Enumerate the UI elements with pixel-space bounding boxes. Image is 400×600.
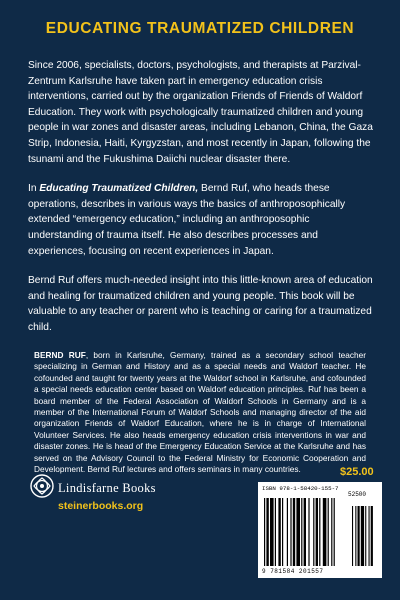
barcode-bar [323,498,327,566]
book-title: EDUCATING TRAUMATIZED CHILDREN [45,20,355,37]
barcode-bar [278,498,280,566]
blurb-paragraph-3: Bernd Ruf offers much-needed insight into this little-known area of education and healing for traumatized children and young people. This book will be valuable to any teacher or parent who is teaching or caring for a traumatized child. [28,275,373,333]
barcode-bar [296,498,300,566]
barcode-addon-bar [352,506,353,566]
barcode-bar [275,498,276,566]
book-title-italic: Educating Traumatized Children, [39,183,199,195]
barcode-bar [334,498,335,566]
author-bio [34,350,366,475]
author-bio-text: , born in Karlsruhe, Germany, trained as a secondary school teacher specializing in German and History and as a special needs and Waldorf teacher. He cofounded and taught for twenty years at the Waldorf school in Karlsruhe, and cofounded a special needs education center based on Waldorf education principles. Ruf has been a board member of the Federal Association of Waldorf Schools in Germany and is a member of the International Forum of Waldorf Schools and managing director of the aid organization Friends of Waldorf Education, where he is in charge of International Volunteer Services. He also heads emergency education crisis interventions in war and disaster zones. He is head of the Emergency Education Service at the Karlsruhe and has served on the Advisory Council to the Federal Ministry for Economic Cooperation and Development. Bernd Ruf lectures and offers seminars in many countries. [34,350,366,475]
blurb-paragraph-2-intro: In [28,183,40,195]
barcode-addon-bar [361,506,364,566]
barcode-bar [308,498,309,566]
price-label: $25.00 [340,466,374,478]
lindisfarne-knot-icon [28,472,56,500]
barcode-addon-bar [369,506,370,566]
barcode-bar [328,498,329,566]
barcode-bars [262,498,378,568]
barcode-bar [290,498,291,566]
isbn-barcode [258,482,382,578]
publisher-website: steinerbooks.org [58,500,144,512]
description-blurb [28,58,374,350]
author-name: BERND RUF [34,350,86,360]
barcode-addon-bar [355,506,356,566]
isbn-text: ISBN 978-1-58420-155-7 [262,485,339,492]
barcode-bar [331,498,332,566]
barcode-bar [319,498,320,566]
barcode-bar [293,498,295,566]
barcode-bar [301,498,302,566]
blurb-paragraph-2 [28,181,374,259]
barcode-bar [287,498,288,566]
barcode-bar [304,498,306,566]
barcode-bar [266,498,268,566]
barcode-bar [313,498,314,566]
barcode-addon-bar [358,506,360,566]
barcode-digits: 9 781584 201557 [262,568,324,575]
barcode-bar [264,498,265,566]
blurb-paragraph-1: Since 2006, specialists, doctors, psychologists, and therapists at Parzival-Zentrum Karlsruhe have taken part in emergency education crisis interventions, carried out by the organization Friends of Friends of Waldorf Education. They work with psychologically traumatized children and young people in war zones and disaster areas, including Lebanon, China, the Gaza Strip, Indonesia, Haiti, Kyrgyzstan, and most recently in Japan, following the tsunami and the Fukushima Daiichi nuclear disaster there. [28,60,373,165]
publisher-name: Lindisfarne Books [58,481,156,495]
barcode-bar [316,498,318,566]
barcode-bar [282,498,283,566]
blurb-paragraph-2-rest: Bernd Ruf, who heads these operations, describes in various ways the basics of anthroposophically extended “emergency education,” including an anthroposophic understanding of trauma itself. He also describes processes and experiences, focusing on recent experiences in Japan. [28,183,346,257]
barcode-bar [270,498,274,566]
barcode-addon-bar [365,506,366,566]
barcode-addon-digits: 52500 [348,491,367,498]
barcode-addon-bar [371,506,373,566]
